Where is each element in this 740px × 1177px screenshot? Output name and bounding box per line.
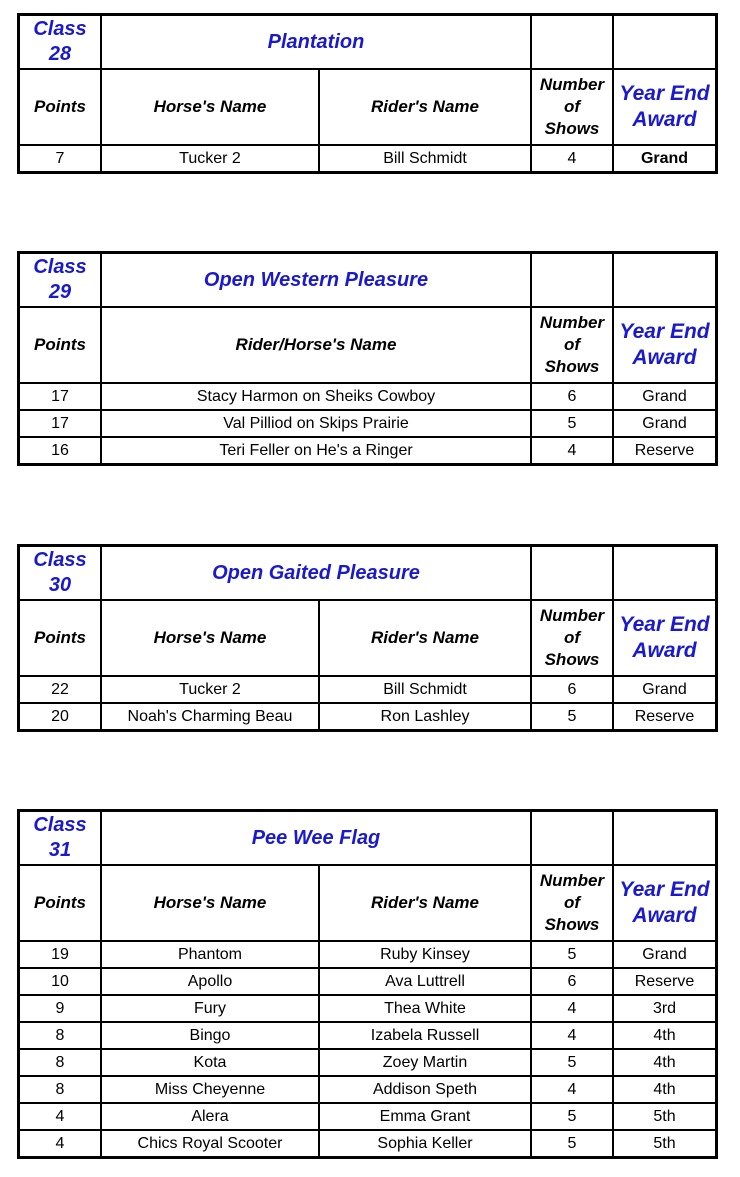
horse-name-header: Horse's Name <box>100 70 318 144</box>
shows-cell: 5 <box>530 411 612 436</box>
table-row <box>20 436 715 463</box>
rider-cell: Bill Schmidt <box>318 146 530 171</box>
award-cell: 4th <box>612 1050 715 1075</box>
award-cell: 5th <box>612 1131 715 1156</box>
points-cell: 16 <box>51 441 69 459</box>
horse-cell: Tucker 2 <box>100 146 318 171</box>
shows-cell: 4 <box>530 146 612 171</box>
column-header-row <box>20 68 715 144</box>
rider-horse-cell: Teri Feller on He's a Ringer <box>100 438 530 463</box>
award-cell: 5th <box>612 1104 715 1129</box>
award-cell: 3rd <box>612 996 715 1021</box>
rider-horse-cell: Stacy Harmon on Sheiks Cowboy <box>100 384 530 409</box>
class-28-table <box>17 13 718 174</box>
rider-cell: Ava Luttrell <box>318 969 530 994</box>
rider-cell: Ron Lashley <box>318 704 530 729</box>
class-number: Class 30 <box>33 549 87 596</box>
table-row <box>20 702 715 729</box>
shows-cell: 5 <box>530 942 612 967</box>
award-header: Year End Award <box>612 308 715 382</box>
points-header: Points <box>34 97 86 116</box>
points-cell: 19 <box>51 945 69 963</box>
horse-cell: Tucker 2 <box>100 677 318 702</box>
rider-cell: Sophia Keller <box>318 1131 530 1156</box>
award-cell: Grand <box>612 942 715 967</box>
shows-header: Number of Shows <box>530 866 612 940</box>
shows-header: Number of Shows <box>530 70 612 144</box>
points-cell: 17 <box>51 387 69 405</box>
table-row <box>20 1102 715 1129</box>
rider-cell: Thea White <box>318 996 530 1021</box>
shows-cell: 5 <box>530 1050 612 1075</box>
award-cell: Grand <box>612 677 715 702</box>
horse-cell: Noah's Charming Beau <box>100 704 318 729</box>
class-title: Pee Wee Flag <box>100 812 530 864</box>
class-title: Open Western Pleasure <box>100 254 530 306</box>
column-header-row <box>20 306 715 382</box>
table-row <box>20 1048 715 1075</box>
table-row <box>20 675 715 702</box>
award-cell: Grand <box>612 411 715 436</box>
rider-horse-cell: Val Pilliod on Skips Prairie <box>100 411 530 436</box>
award-cell: Reserve <box>612 704 715 729</box>
class-31-table <box>17 809 718 1159</box>
shows-cell: 6 <box>530 969 612 994</box>
shows-cell: 5 <box>530 1104 612 1129</box>
table-row <box>20 994 715 1021</box>
points-header: Points <box>34 335 86 354</box>
rider-horse-name-header: Rider/Horse's Name <box>100 308 530 382</box>
points-cell: 8 <box>55 1080 65 1098</box>
shows-cell: 4 <box>530 996 612 1021</box>
rider-name-header: Rider's Name <box>318 601 530 675</box>
class-number: Class 31 <box>33 814 87 861</box>
award-cell: Reserve <box>612 969 715 994</box>
horse-cell: Alera <box>100 1104 318 1129</box>
horse-cell: Miss Cheyenne <box>100 1077 318 1102</box>
rider-cell: Zoey Martin <box>318 1050 530 1075</box>
points-header: Points <box>34 628 86 647</box>
points-cell: 8 <box>55 1053 65 1071</box>
shows-cell: 6 <box>530 384 612 409</box>
points-cell: 10 <box>51 972 69 990</box>
award-cell: Grand <box>612 146 715 171</box>
class-29-table <box>17 251 718 466</box>
horse-cell: Kota <box>100 1050 318 1075</box>
points-cell: 22 <box>51 680 69 698</box>
shows-cell: 5 <box>530 1131 612 1156</box>
horse-cell: Apollo <box>100 969 318 994</box>
rider-cell: Emma Grant <box>318 1104 530 1129</box>
class-header-row <box>20 254 715 306</box>
table-row <box>20 382 715 409</box>
points-cell: 4 <box>55 1107 65 1125</box>
shows-cell: 4 <box>530 1077 612 1102</box>
horse-cell: Fury <box>100 996 318 1021</box>
table-row <box>20 940 715 967</box>
column-header-row <box>20 864 715 940</box>
table-row <box>20 1129 715 1156</box>
shows-cell: 5 <box>530 704 612 729</box>
points-cell: 8 <box>55 1026 65 1044</box>
class-title: Plantation <box>100 16 530 68</box>
rider-cell: Izabela Russell <box>318 1023 530 1048</box>
class-header-row <box>20 547 715 599</box>
award-header: Year End Award <box>612 70 715 144</box>
class-number: Class 29 <box>33 256 87 303</box>
award-cell: Reserve <box>612 438 715 463</box>
shows-header: Number of Shows <box>530 601 612 675</box>
horse-cell: Phantom <box>100 942 318 967</box>
rider-cell: Bill Schmidt <box>318 677 530 702</box>
award-cell: Grand <box>612 384 715 409</box>
horse-cell: Chics Royal Scooter <box>100 1131 318 1156</box>
table-row <box>20 409 715 436</box>
table-row <box>20 1021 715 1048</box>
award-header: Year End Award <box>612 866 715 940</box>
column-header-row <box>20 599 715 675</box>
class-title: Open Gaited Pleasure <box>100 547 530 599</box>
points-header: Points <box>34 893 86 912</box>
shows-cell: 6 <box>530 677 612 702</box>
horse-cell: Bingo <box>100 1023 318 1048</box>
class-number: Class 28 <box>33 18 87 65</box>
table-row <box>20 1075 715 1102</box>
award-header: Year End Award <box>612 601 715 675</box>
points-cell: 9 <box>55 999 65 1017</box>
rider-cell: Addison Speth <box>318 1077 530 1102</box>
points-cell: 7 <box>55 149 65 167</box>
points-cell: 4 <box>55 1134 65 1152</box>
award-cell: 4th <box>612 1077 715 1102</box>
table-row <box>20 967 715 994</box>
award-cell: 4th <box>612 1023 715 1048</box>
shows-cell: 4 <box>530 438 612 463</box>
horse-name-header: Horse's Name <box>100 601 318 675</box>
horse-name-header: Horse's Name <box>100 866 318 940</box>
points-cell: 17 <box>51 414 69 432</box>
shows-cell: 4 <box>530 1023 612 1048</box>
rider-cell: Ruby Kinsey <box>318 942 530 967</box>
class-header-row <box>20 16 715 68</box>
class-header-row <box>20 812 715 864</box>
points-cell: 20 <box>51 707 69 725</box>
shows-header: Number of Shows <box>530 308 612 382</box>
table-row <box>20 144 715 171</box>
rider-name-header: Rider's Name <box>318 866 530 940</box>
class-30-table <box>17 544 718 732</box>
rider-name-header: Rider's Name <box>318 70 530 144</box>
